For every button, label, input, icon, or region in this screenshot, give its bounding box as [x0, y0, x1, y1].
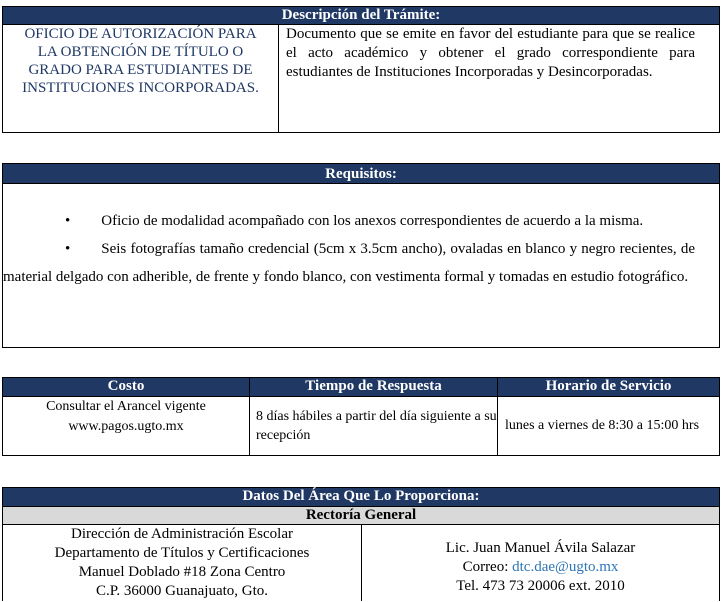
- horario-cell: [498, 397, 720, 456]
- area-contact: [362, 525, 720, 602]
- requisitos-block: [2, 163, 720, 348]
- requisitos-list: [3, 184, 719, 291]
- email-link[interactable]: dtc.dae@ugto.mx: [512, 558, 619, 575]
- bullet-icon: •: [65, 213, 71, 229]
- costo-header: Costo: [3, 378, 250, 397]
- tramite-title-text: OFICIO DE AUTORIZACIÓN PARA LA OBTENCIÓN DE TÍTULO O GRADO PARA ESTUDIANTES DE INSTITUCIONES INCORPORADAS.: [22, 26, 259, 96]
- requisito-item: • Seis fotografías tamaño credencial (5cm x 3.5cm ancho), ovaladas en blanco y negro recientes, de material delgado con adherible, de frente y fondo blanco, con vestimenta formal y tomadas en estudio fotográfico.: [3, 241, 695, 285]
- costo-cell: [3, 397, 250, 456]
- contact-email: [362, 558, 719, 577]
- contact-phone: Tel. 473 73 20006 ext. 2010: [456, 577, 625, 594]
- requisito-item: • Oficio de modalidad acompañado con los anexos correspondientes de acuerdo a la misma.: [65, 213, 644, 229]
- descripcion-header: Descripción del Trámite:: [3, 7, 720, 25]
- area-address: [3, 525, 362, 602]
- bullet-icon: •: [65, 241, 71, 257]
- pagos-link[interactable]: www.pagos.ugto.mx: [68, 419, 184, 434]
- tiempo-cell: [250, 397, 498, 456]
- address-line: Manuel Doblado #18 Zona Centro: [78, 564, 286, 580]
- horario-text: lunes a viernes de 8:30 a 15:00 hrs: [505, 418, 700, 433]
- tramite-title: [3, 25, 279, 133]
- tiempo-text: 8 días hábiles a partir del día siguiente a su recepción: [256, 409, 497, 443]
- servicio-table: [2, 377, 720, 456]
- tramite-description-text: Documento que se emite en favor del estudiante para que se realice el acto académico y obtener el grado correspondiente para estudiantes de Instituciones Incorporadas y Desincorporadas.: [286, 26, 695, 80]
- email-label: Correo:: [462, 558, 513, 575]
- area-header: Datos Del Área Que Lo Proporciona:: [3, 488, 720, 507]
- horario-header: Horario de Servicio: [498, 378, 720, 397]
- address-line: Dirección de Administración Escolar: [70, 526, 293, 542]
- contact-name: Lic. Juan Manuel Ávila Salazar: [445, 539, 636, 556]
- rectoria-subheader: Rectoría General: [3, 507, 720, 525]
- address-line: Departamento de Títulos y Certificaciones: [54, 545, 310, 561]
- costo-text: Consultar el Arancel vigente: [46, 399, 206, 414]
- descripcion-table: [2, 6, 720, 133]
- requisitos-header: Requisitos:: [3, 164, 719, 184]
- address-line: C.P. 36000 Guanajuato, Gto.: [95, 583, 269, 599]
- area-table: [2, 487, 720, 601]
- tiempo-header: Tiempo de Respuesta: [250, 378, 498, 397]
- tramite-description: [279, 25, 720, 133]
